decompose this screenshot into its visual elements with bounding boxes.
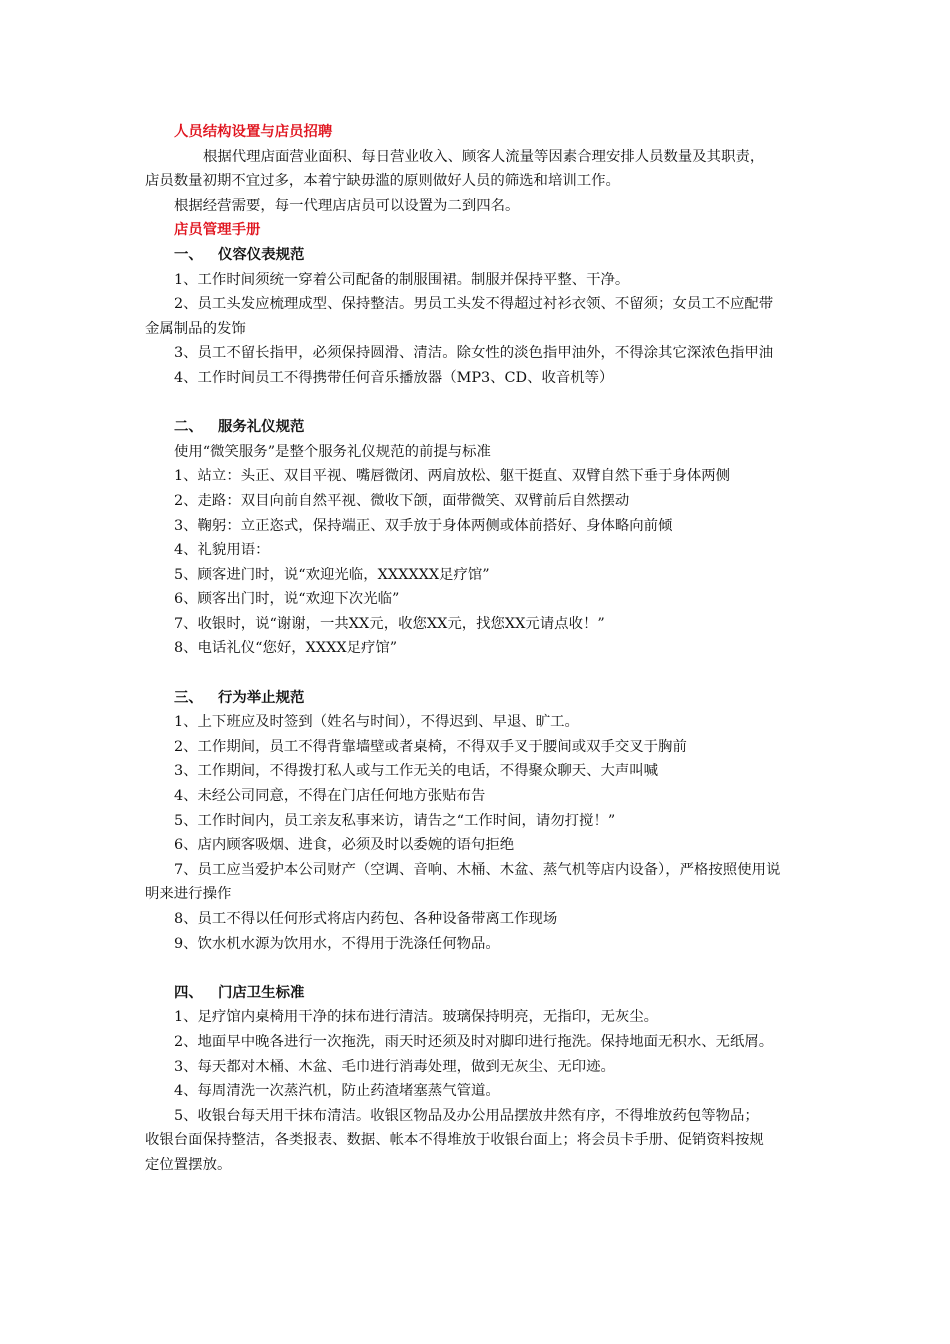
section-title-staffing: 人员结构设置与店员招聘 (174, 124, 333, 140)
part-number: 四、 (174, 984, 203, 1001)
part-number: 二、 (174, 419, 203, 436)
list-item: 1、足疗馆内桌椅用干净的抹布进行清洁。玻璃保持明亮，无指印，无灰尘。 (174, 1009, 659, 1026)
part-heading-appearance (145, 243, 815, 268)
list-item-continuation: 明来进行操作 (145, 886, 232, 903)
part-title: 门店卫生标准 (218, 984, 305, 1001)
list-item: 4、未经公司同意，不得在门店任何地方张贴布告 (174, 788, 486, 805)
list-item: 8、电话礼仪“您好，XXXX足疗馆” (174, 640, 398, 657)
spacer (145, 661, 815, 686)
list-item: 3、每天都对木桶、木盆、毛巾进行消毒处理，做到无灰尘、无印迹。 (174, 1058, 615, 1075)
spacer (145, 956, 815, 981)
list-item: 6、顾客出门时，说“欢迎下次光临” (174, 591, 400, 608)
list-item: 5、收银台每天用干抹布清洁。收银区物品及办公用品摆放井然有序，不得堆放药包等物品； (174, 1107, 759, 1124)
list-item-continuation: 金属制品的发饰 (145, 320, 246, 337)
list-item: 4、每周清洗一次蒸汽机，防止药渣堵塞蒸气管道。 (174, 1083, 500, 1100)
list-item: 3、工作期间，不得拨打私人或与工作无关的电话，不得聚众聊天、大声叫喊 (174, 763, 659, 780)
list-item: 2、走路：双目向前自然平视、微收下颌，面带微笑、双臂前后自然摆动 (174, 492, 630, 509)
list-item: 2、员工头发应梳理成型、保持整洁。男员工头发不得超过衬衫衣领、不留须；女员工不应配带 (174, 296, 774, 313)
part-number: 三、 (174, 689, 203, 706)
part-heading-behavior (145, 686, 815, 711)
list-item-continuation: 收银台面保持整洁，各类报表、数据、帐本不得堆放于收银台面上；将会员卡手册、促销资料按规 (145, 1132, 764, 1149)
paragraph-line: 店员数量初期不宜过多，本着宁缺毋滥的原则做好人员的筛选和培训工作。 (145, 173, 620, 190)
part-title: 服务礼仪规范 (218, 419, 305, 436)
list-item: 7、员工应当爱护本公司财产（空调、音响、木桶、木盆、蒸气机等店内设备），严格按照使用说 (174, 861, 781, 878)
list-item: 7、收银时，说“谢谢，一共XX元，收您XX元，找您XX元请点收！” (174, 615, 605, 632)
part-title: 行为举止规范 (218, 689, 305, 706)
list-item: 使用“微笑服务”是整个服务礼仪规范的前提与标准 (174, 443, 491, 460)
section-title-manual: 店员管理手册 (174, 222, 261, 239)
list-item: 4、礼貌用语： (174, 542, 270, 559)
spacer (145, 391, 815, 416)
list-item: 9、饮水机水源为饮用水，不得用于洗涤任何物品。 (174, 935, 500, 952)
list-item: 2、工作期间，员工不得背靠墙壁或者桌椅，不得双手叉于腰间或双手交叉于胸前 (174, 738, 687, 755)
list-item: 3、鞠躬：立正恣式，保持端正、双手放于身体两侧或体前搭好、身体略向前倾 (174, 517, 673, 534)
list-item: 4、工作时间员工不得携带任何音乐播放器（MP3、CD、收音机等） (174, 369, 614, 386)
list-item: 5、顾客进门时，说“欢迎光临，XXXXXX足疗馆” (174, 566, 490, 583)
part-number: 一、 (174, 246, 203, 263)
list-item: 1、工作时间须统一穿着公司配备的制服围裙。制服并保持平整、干净。 (174, 271, 630, 288)
paragraph-line: 根据经营需要，每一代理店店员可以设置为二到四名。 (174, 197, 520, 214)
list-item-continuation: 定位置摆放。 (145, 1156, 232, 1173)
list-item: 2、地面早中晚各进行一次拖洗，雨天时还须及时对脚印进行拖洗。保持地面无积水、无纸屑。 (174, 1033, 774, 1050)
document-page (145, 120, 815, 1178)
part-heading-hygiene (145, 981, 815, 1006)
list-item: 3、员工不留长指甲，必须保持圆滑、清洁。除女性的淡色指甲油外，不得涂其它深浓色指甲油 (174, 345, 774, 362)
list-item: 8、员工不得以任何形式将店内药包、各种设备带离工作现场 (174, 911, 558, 927)
list-item: 5、工作时间内，员工亲友私事来访，请告之“工作时间，请勿打搅！” (174, 812, 616, 829)
paragraph-line: 根据代理店面营业面积、每日营业收入、顾客人流量等因素合理安排人员数量及其职责， (203, 148, 765, 165)
list-item: 6、店内顾客吸烟、进食，必须及时以委婉的语句拒绝 (174, 837, 515, 854)
part-title: 仪容仪表规范 (218, 246, 305, 263)
list-item: 1、上下班应及时签到（姓名与时间），不得迟到、早退、旷工。 (174, 714, 579, 731)
list-item: 1、站立：头正、双目平视、嘴唇微闭、两肩放松、躯干挺直、双臂自然下垂于身体两侧 (174, 468, 731, 485)
part-heading-service (145, 415, 815, 440)
